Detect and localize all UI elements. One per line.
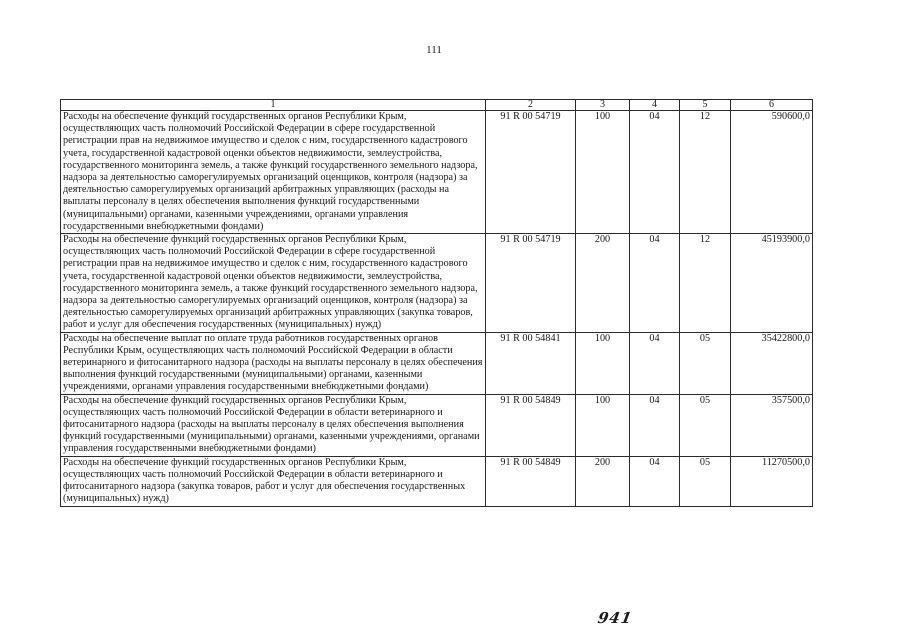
- expense-type-code: 100: [576, 332, 630, 394]
- table-row: [61, 234, 813, 333]
- section-code: 04: [630, 456, 680, 506]
- expense-type-code: 200: [576, 234, 630, 333]
- budget-table: [60, 99, 813, 507]
- row-description: Расходы на обеспечение выплат по оплате труда работников государственных органов Республики Крым, осуществляющих часть полномочий Российской Федерации в области ветеринарного и фитосанитарного надзора (расходы на выплаты персоналу в целях обеспечения выполнения функций государственными (муниципальными) органами, казенными учреждениями, органами управления государственными внебюджетными фондами): [61, 332, 486, 394]
- section-code: 04: [630, 111, 680, 234]
- table-row: [61, 332, 813, 394]
- amount-value: 590600,0: [731, 111, 813, 234]
- column-header: 1: [61, 100, 486, 111]
- amount-value: 357500,0: [731, 394, 813, 456]
- expense-type-code: 100: [576, 394, 630, 456]
- subsection-code: 05: [680, 394, 731, 456]
- column-header: 4: [630, 100, 680, 111]
- target-article-code: 91 R 00 54719: [486, 111, 576, 234]
- page-number: 111: [426, 44, 442, 56]
- expense-type-code: 200: [576, 456, 630, 506]
- expense-type-code: 100: [576, 111, 630, 234]
- handwritten-sheet-number: 941: [596, 609, 634, 627]
- target-article-code: 91 R 00 54841: [486, 332, 576, 394]
- column-header: 5: [680, 100, 731, 111]
- table-header-row: [61, 100, 813, 111]
- target-article-code: 91 R 00 54719: [486, 234, 576, 333]
- column-header: 6: [731, 100, 813, 111]
- row-description: Расходы на обеспечение функций государственных органов Республики Крым, осуществляющих часть полномочий Российской Федерации в сфере государственной регистрации прав на недвижимое имущество и сделок с ним, государственного кадастрового учета, государственной кадастровой оценки объектов недвижимости, землеустройства, государственного мониторинга земель, а также функций государственного земельного надзора, надзора за деятельностью саморегулируемых организаций оценщиков, контроля (надзора) за деятельностью саморегулируемых организаций арбитражных управляющих (расходы на выплаты персоналу в целях обеспечения выполнения функций государственными (муниципальными) органами, казенными учреждениями, органами управления государственными внебюджетными фондами): [61, 111, 486, 234]
- table-row: [61, 111, 813, 234]
- section-code: 04: [630, 332, 680, 394]
- subsection-code: 05: [680, 332, 731, 394]
- amount-value: 11270500,0: [731, 456, 813, 506]
- amount-value: 45193900,0: [731, 234, 813, 333]
- row-description: Расходы на обеспечение функций государственных органов Республики Крым, осуществляющих часть полномочий Российской Федерации в области ветеринарного и фитосанитарного надзора (расходы на выплаты персоналу в целях обеспечения выполнения функций государственными (муниципальными) органами, казенными учреждениями, органами управления государственными внебюджетными фондами): [61, 394, 486, 456]
- section-code: 04: [630, 394, 680, 456]
- table-row: [61, 456, 813, 506]
- section-code: 04: [630, 234, 680, 333]
- row-description: Расходы на обеспечение функций государственных органов Республики Крым, осуществляющих часть полномочий Российской Федерации в области ветеринарного и фитосанитарного надзора (закупка товаров, работ и услуг для обеспечения государственных (муниципальных) нужд): [61, 456, 486, 506]
- target-article-code: 91 R 00 54849: [486, 456, 576, 506]
- subsection-code: 12: [680, 234, 731, 333]
- target-article-code: 91 R 00 54849: [486, 394, 576, 456]
- table-row: [61, 394, 813, 456]
- column-header: 3: [576, 100, 630, 111]
- amount-value: 35422800,0: [731, 332, 813, 394]
- row-description: Расходы на обеспечение функций государственных органов Республики Крым, осуществляющих часть полномочий Российской Федерации в сфере государственной регистрации прав на недвижимое имущество и сделок с ним, государственного кадастрового учета, государственной кадастровой оценки объектов недвижимости, землеустройства, государственного мониторинга земель, а также функций государственного земельного надзора, надзора за деятельностью саморегулируемых организаций оценщиков, контроля (надзора) за деятельностью саморегулируемых организаций арбитражных управляющих (закупка товаров, работ и услуг для обеспечения государственных (муниципальных) нужд): [61, 234, 486, 333]
- subsection-code: 12: [680, 111, 731, 234]
- subsection-code: 05: [680, 456, 731, 506]
- column-header: 2: [486, 100, 576, 111]
